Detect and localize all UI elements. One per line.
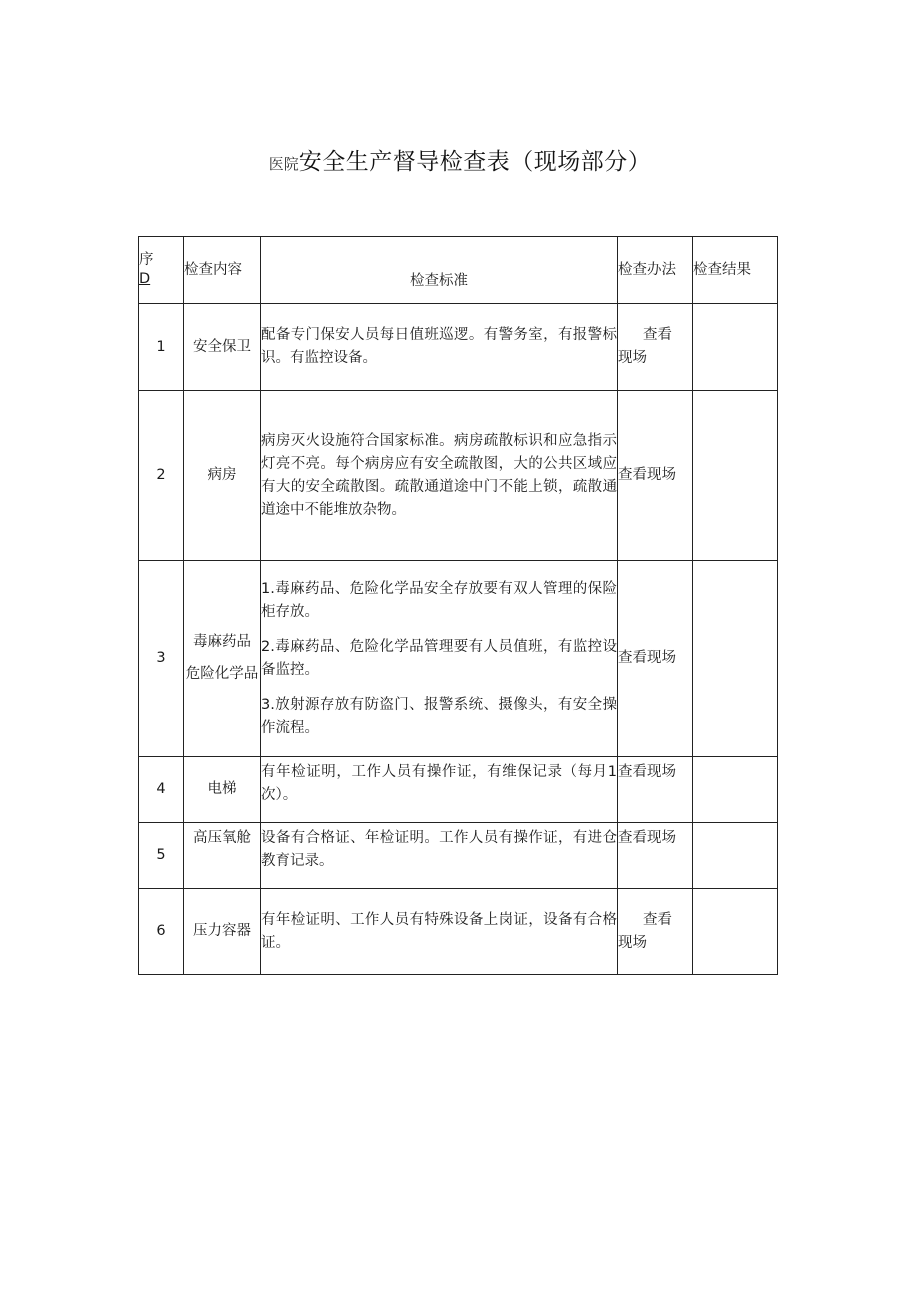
row-criteria: [261, 561, 618, 757]
row-item: 病房: [184, 391, 261, 561]
row-criteria: [261, 304, 618, 391]
table-row: [139, 391, 778, 561]
row-result[interactable]: [693, 561, 778, 757]
page-title: [0, 143, 920, 176]
method-line2: 现场: [618, 350, 647, 366]
table-row: [139, 757, 778, 823]
criteria-text: 有年检证明，工作人员有操作证，有维保记录（每月1次）。: [261, 764, 617, 803]
row-method: 查看现场: [618, 823, 693, 889]
row-seq: 5: [139, 823, 184, 889]
row-item: 电梯: [184, 757, 261, 823]
row-criteria: [261, 889, 618, 975]
row-result[interactable]: [693, 823, 778, 889]
table-row: [139, 561, 778, 757]
row-criteria: [261, 823, 618, 889]
row-method: [618, 889, 693, 975]
header-standard: 检查标准: [261, 237, 618, 304]
header-content: 检查内容: [184, 237, 261, 304]
table-row: [139, 304, 778, 391]
header-seq-line2: D: [139, 271, 151, 287]
row-method: 查看现场: [618, 391, 693, 561]
criteria-text: 有年检证明、工作人员有特殊设备上岗证，设备有合格证。: [261, 911, 617, 951]
row-seq: 1: [139, 304, 184, 391]
row-item: 压力容器: [184, 889, 261, 975]
method-line2: 现场: [618, 934, 647, 951]
row-result[interactable]: [693, 304, 778, 391]
row-criteria: [261, 757, 618, 823]
row-seq: 2: [139, 391, 184, 561]
criteria-text: 1.毒麻药品、危险化学品安全存放要有双人管理的保险柜存放。: [261, 580, 617, 620]
table-row: [139, 823, 778, 889]
table-row: [139, 889, 778, 975]
item-line2: 危险化学品: [185, 666, 259, 682]
row-result[interactable]: [693, 391, 778, 561]
table-header-row: [139, 237, 778, 304]
header-result: 检查结果: [693, 237, 778, 304]
header-seq: [139, 237, 184, 304]
row-item: [184, 561, 261, 757]
criteria-text: 配备专门保安人员每日值班巡逻。有警务室，有报警标识。有监控设备。: [261, 327, 617, 366]
row-seq: 4: [139, 757, 184, 823]
row-seq: 3: [139, 561, 184, 757]
row-seq: 6: [139, 889, 184, 975]
criteria-text: 病房灭火设施符合国家标准。病房疏散标识和应急指示灯亮不亮。每个病房应有安全疏散图，大的公共区域应有大的安全疏散图。疏散通道途中门不能上锁，疏散通道途中不能堆放杂物。: [261, 432, 617, 518]
criteria-text: 3.放射源存放有防盗门、报警系统、摄像头，有安全操作流程。: [261, 696, 617, 736]
title-prefix: 医院: [268, 155, 299, 173]
row-result[interactable]: [693, 889, 778, 975]
row-method: 查看现场: [618, 561, 693, 757]
inspection-table: [138, 236, 778, 975]
header-method: 检查办法: [618, 237, 693, 304]
row-criteria: [261, 391, 618, 561]
criteria-text: 设备有合格证、年检证明。工作人员有操作证，有进仓教育记录。: [261, 830, 617, 869]
header-seq-line1: 序: [139, 252, 154, 268]
row-method: [618, 304, 693, 391]
row-item: 安全保卫: [184, 304, 261, 391]
row-method: 查看现场: [618, 757, 693, 823]
method-line1: 查看: [643, 911, 672, 928]
method-line1: 查看: [643, 327, 672, 343]
item-line1: 毒麻药品: [193, 634, 251, 650]
row-result[interactable]: [693, 757, 778, 823]
row-item: 高压氧舱: [184, 823, 261, 889]
title-main: 安全生产督导检查表（现场部分）: [298, 149, 652, 175]
criteria-text: 2.毒麻药品、危险化学品管理要有人员值班，有监控设备监控。: [261, 638, 617, 678]
